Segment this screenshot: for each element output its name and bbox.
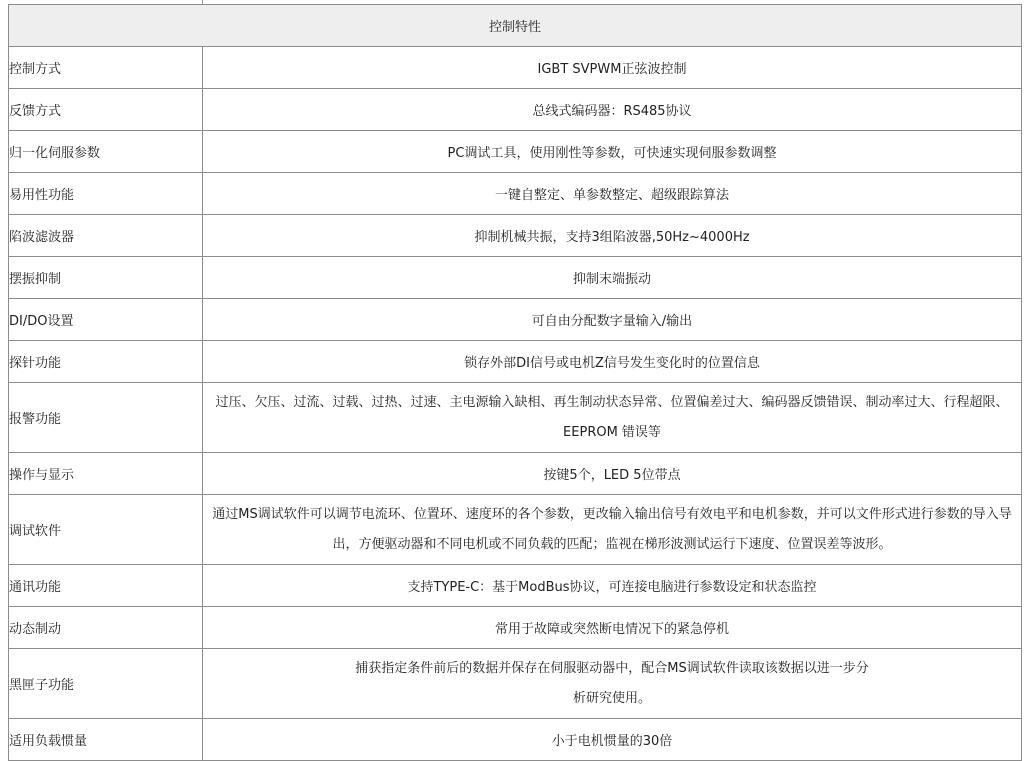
row-label: 控制方式 bbox=[9, 47, 203, 89]
row-value: 一键自整定、单参数整定、超级跟踪算法 bbox=[203, 173, 1022, 215]
row-value: 捕获指定条件前后的数据并保存在伺服驱动器中，配合MS调试软件读取该数据以进一步分析研究使用。 bbox=[203, 649, 1022, 719]
row-value: 抑制末端振动 bbox=[203, 257, 1022, 299]
table-header: 控制特性 bbox=[9, 5, 1022, 47]
row-label: 归一化伺服参数 bbox=[9, 131, 203, 173]
table-row bbox=[9, 47, 1022, 89]
table-row bbox=[9, 719, 1022, 761]
row-label: 易用性功能 bbox=[9, 173, 203, 215]
row-label: 调试软件 bbox=[9, 495, 203, 565]
row-value: 锁存外部DI信号或电机Z信号发生变化时的位置信息 bbox=[203, 341, 1022, 383]
table-row bbox=[9, 131, 1022, 173]
row-value: 常用于故障或突然断电情况下的紧急停机 bbox=[203, 607, 1022, 649]
table-row bbox=[9, 341, 1022, 383]
row-value: PC调试工具，使用刚性等参数，可快速实现伺服参数调整 bbox=[203, 131, 1022, 173]
row-value: 按键5个，LED 5位带点 bbox=[203, 453, 1022, 495]
row-value: 小于电机惯量的30倍 bbox=[203, 719, 1022, 761]
table-header-row bbox=[9, 5, 1022, 47]
row-label: 动态制动 bbox=[9, 607, 203, 649]
table-row bbox=[9, 173, 1022, 215]
table-row bbox=[9, 607, 1022, 649]
row-label: 报警功能 bbox=[9, 383, 203, 453]
row-value: 总线式编码器：RS485协议 bbox=[203, 89, 1022, 131]
row-label: 陷波滤波器 bbox=[9, 215, 203, 257]
table-row bbox=[9, 383, 1022, 453]
table-row bbox=[9, 257, 1022, 299]
row-label: 操作与显示 bbox=[9, 453, 203, 495]
row-value: 通过MS调试软件可以调节电流环、位置环、速度环的各个参数，更改输入输出信号有效电平和电机参数，并可以文件形式进行参数的导入导出，方便驱动器和不同电机或不同负载的匹配；监视在梯形波测试运行下速度、位置误差等波形。 bbox=[203, 495, 1022, 565]
row-value: 可自由分配数字量输入/输出 bbox=[203, 299, 1022, 341]
row-label: 黑匣子功能 bbox=[9, 649, 203, 719]
table-row bbox=[9, 649, 1022, 719]
row-label: 适用负载惯量 bbox=[9, 719, 203, 761]
table-row bbox=[9, 299, 1022, 341]
row-label: 反馈方式 bbox=[9, 89, 203, 131]
table-row bbox=[9, 565, 1022, 607]
row-value: 支持TYPE-C：基于ModBus协议，可连接电脑进行参数设定和状态监控 bbox=[203, 565, 1022, 607]
table-row bbox=[9, 453, 1022, 495]
table-row bbox=[9, 89, 1022, 131]
row-value: 过压、欠压、过流、过载、过热、过速、主电源输入缺相、再生制动状态异常、位置偏差过大、编码器反馈错误、制动率过大、行程超限、EEPROM 错误等 bbox=[203, 383, 1022, 453]
row-value: IGBT SVPWM正弦波控制 bbox=[203, 47, 1022, 89]
row-label: 摆振抑制 bbox=[9, 257, 203, 299]
table-row bbox=[9, 215, 1022, 257]
row-label: DI/DO设置 bbox=[9, 299, 203, 341]
table-row bbox=[9, 495, 1022, 565]
row-label: 通讯功能 bbox=[9, 565, 203, 607]
row-value: 抑制机械共振，支持3组陷波器,50Hz~4000Hz bbox=[203, 215, 1022, 257]
row-label: 探针功能 bbox=[9, 341, 203, 383]
spec-table bbox=[8, 4, 1022, 761]
